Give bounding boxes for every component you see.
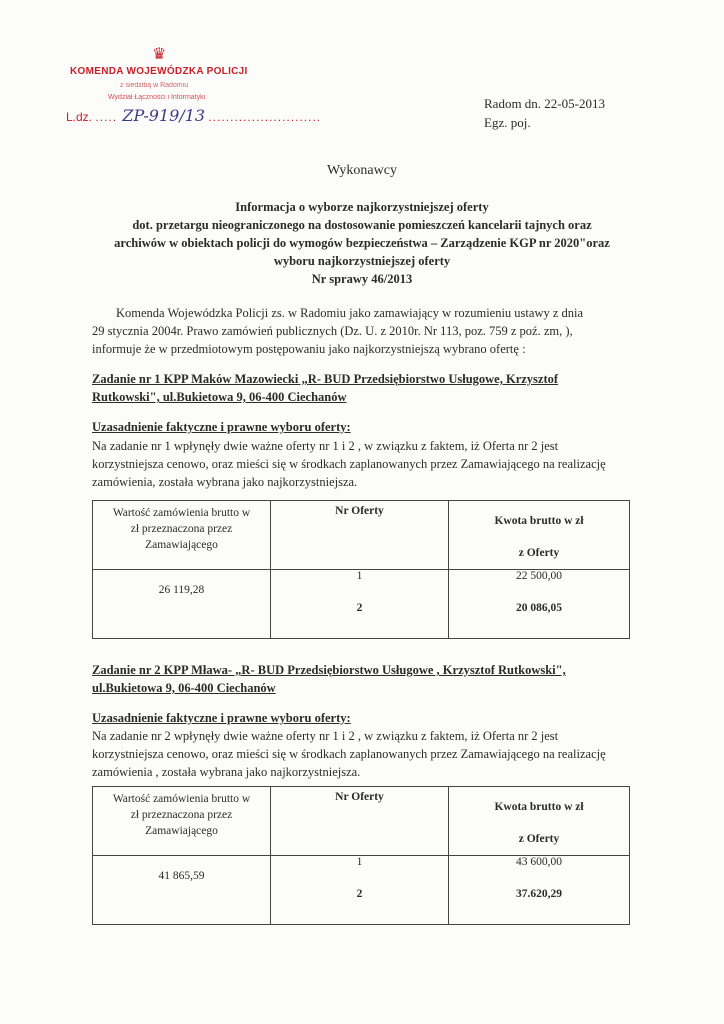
- offer-2-amount: 37.620,29: [516, 888, 562, 900]
- table-row: [93, 856, 630, 925]
- task-1-reason-heading: Uzasadnienie faktyczne i prawne wyboru oferty:: [92, 420, 351, 434]
- reason-line-2: korzystniejsza cenowo, oraz mieści się w środkach zaplanowanych przez Zamawiającego na realizację: [92, 457, 606, 471]
- copy-note: Egz. poj.: [484, 115, 531, 130]
- header-budget: Wartość zamówienia brutto w zł przeznaczona przez Zamawiającego: [93, 787, 271, 856]
- case-number: Nr sprawy 46/2013: [311, 272, 413, 286]
- title-line-2: dot. przetargu nieograniczonego na dostosowanie pomieszczeń kancelarii tajnych oraz: [132, 218, 592, 232]
- intro-line-1: Komenda Wojewódzka Policji zs. w Radomiu jako zamawiający w rozumieniu ustawy z dnia: [116, 306, 584, 320]
- office-stamp: [62, 40, 322, 140]
- registry-number: L.dz. ..... ZP-919/13 ..........................: [66, 106, 322, 125]
- offer-amounts: [449, 856, 630, 925]
- task-2-reason-heading: Uzasadnienie faktyczne i prawne wyboru oferty:: [92, 711, 351, 725]
- offer-amounts: [449, 570, 630, 639]
- reason-line-1: Na zadanie nr 2 wpłynęły dwie ważne oferty nr 1 i 2 , w związku z faktem, iż Oferta nr 2 jest: [92, 729, 559, 743]
- stamp-line-3: Wydział Łączności i Informatyki: [108, 94, 206, 101]
- intro-paragraph: [92, 304, 672, 358]
- header-amount: Kwota brutto w zł z Oferty: [449, 501, 630, 570]
- budget-value: 41 865,59: [93, 856, 271, 925]
- reason-line-2: korzystniejsza cenowo, oraz mieści się w środkach zaplanowanych przez Zamawiającego na realizację: [92, 747, 606, 761]
- ldz-label: L.dz.: [66, 110, 93, 124]
- offer-numbers: [271, 856, 449, 925]
- header-offer-nr: Nr Oferty: [271, 787, 449, 856]
- reason-line-1: Na zadanie nr 1 wpłynęły dwie ważne oferty nr 1 i 2 , w związku z faktem, iż Oferta nr 2 jest: [92, 439, 559, 453]
- task-1-reason: [92, 437, 662, 491]
- header-budget: Wartość zamówienia brutto w zł przeznaczona przez Zamawiającego: [93, 501, 271, 570]
- date-block: [484, 94, 605, 132]
- recipient: Wykonawcy: [327, 163, 397, 178]
- budget-value: 26 119,28: [93, 570, 271, 639]
- intro-line-3: informuje że w przedmiotowym postępowaniu jako najkorzystniejszą wybrano ofertę :: [92, 342, 526, 356]
- task-heading-line-1: Zadanie nr 2 KPP Mława- „R- BUD Przedsiębiorstwo Usługowe , Krzysztof Rutkowski",: [92, 663, 566, 677]
- offer-2-amount: 20 086,05: [516, 602, 562, 614]
- stamp-line-2: z siedzibą w Radomiu: [120, 82, 189, 89]
- task-2-heading: [92, 661, 652, 697]
- offer-1-amount: 43 600,00: [516, 856, 562, 868]
- offer-1-amount: 22 500,00: [516, 570, 562, 582]
- offer-1-nr: 1: [356, 570, 363, 582]
- header-offer-nr: Nr Oferty: [271, 501, 449, 570]
- eagle-emblem-icon: ♛: [152, 46, 167, 63]
- offer-2-nr: 2: [356, 888, 363, 900]
- table-header-row: [93, 787, 630, 856]
- stamp-line-1: KOMENDA WOJEWÓDZKA POLICJI: [70, 66, 248, 77]
- place-date: Radom dn. 22-05-2013: [484, 96, 605, 111]
- task-2-offers-table: [92, 786, 630, 925]
- ldz-handwritten-number: ZP-919/13: [122, 106, 206, 125]
- intro-line-2: 29 stycznia 2004r. Prawo zamówień publicznych (Dz. U. z 2010r. Nr 113, poz. 759 z poź. zm, ),: [92, 324, 573, 338]
- table-row: [93, 570, 630, 639]
- offer-2-nr: 2: [356, 602, 363, 614]
- title-line-4: wyboru najkorzystniejszej oferty: [273, 254, 451, 268]
- document-title: [40, 198, 684, 288]
- table-header-row: [93, 501, 630, 570]
- task-heading-line-1: Zadanie nr 1 KPP Maków Mazowiecki „R- BUD Przedsiębiorstwo Usługowe, Krzysztof: [92, 372, 559, 386]
- offer-1-nr: 1: [356, 856, 363, 868]
- header-amount: Kwota brutto w zł z Oferty: [449, 787, 630, 856]
- reason-line-3: zamówienia , została wybrana jako najkorzystniejsza.: [92, 765, 361, 779]
- task-heading-line-2: Rutkowski", ul.Bukietowa 9, 06-400 Ciechanów: [92, 390, 347, 404]
- task-heading-line-2: ul.Bukietowa 9, 06-400 Ciechanów: [92, 681, 276, 695]
- offer-numbers: [271, 570, 449, 639]
- task-1-offers-table: [92, 500, 630, 639]
- task-2-reason: [92, 727, 662, 781]
- reason-line-3: zamówienia, została wybrana jako najkorzystniejsza.: [92, 475, 358, 489]
- task-1-heading: [92, 370, 652, 406]
- title-line-1: Informacja o wyborze najkorzystniejszej oferty: [235, 200, 489, 214]
- title-line-3: archiwów w obiektach policji do wymogów bezpieczeństwa – Zarządzenie KGP nr 2020"oraz: [114, 236, 610, 250]
